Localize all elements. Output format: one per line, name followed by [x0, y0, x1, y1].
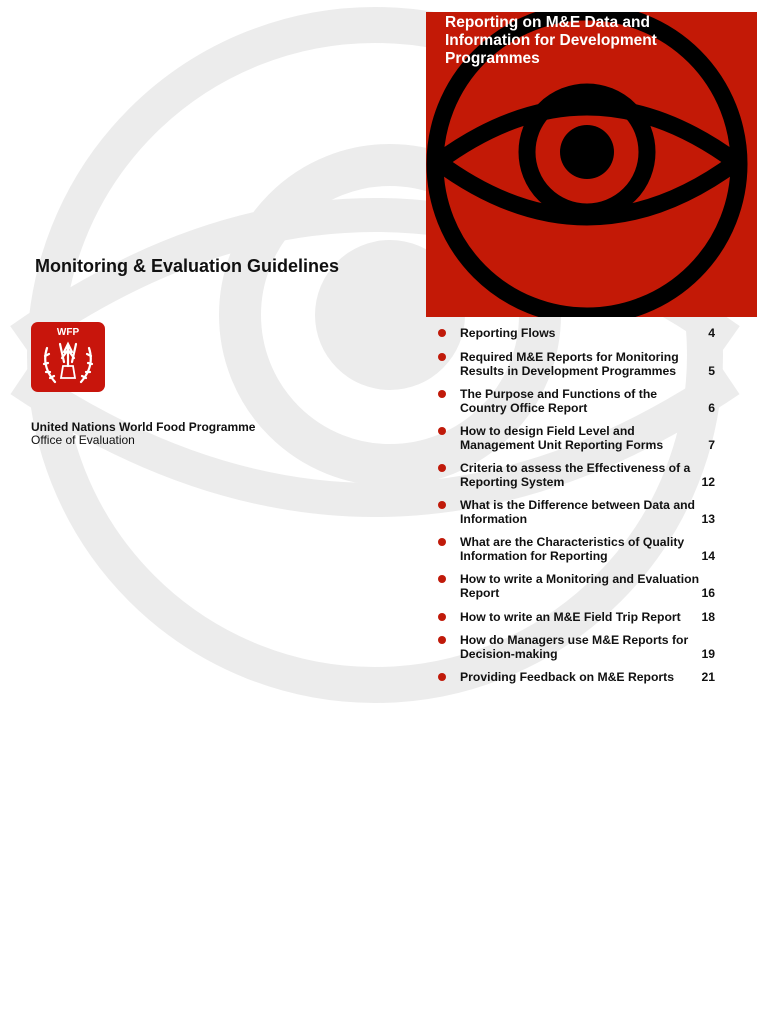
toc-title-line: How do Managers use M&E Reports for: [460, 633, 689, 647]
toc-item-title: [460, 633, 720, 661]
toc-item-title: [460, 572, 720, 600]
toc-page-number: 12: [701, 475, 715, 489]
organization-block: [31, 421, 255, 447]
organization-name: United Nations World Food Programme: [31, 420, 256, 434]
toc-item-title: [460, 610, 720, 624]
toc-item-title: [460, 326, 720, 340]
cover-title-line: Programmes: [445, 50, 540, 67]
toc-title-line: Report: [460, 586, 500, 600]
bullet-icon: [438, 673, 446, 681]
bullet-icon: [438, 329, 446, 337]
bullet-icon: [438, 636, 446, 644]
toc-title-line: How to write a Monitoring and Evaluation: [460, 572, 700, 586]
toc-page-number: 4: [708, 326, 715, 340]
toc-title-line: Criteria to assess the Effectiveness of a: [460, 461, 691, 475]
logo-text: WFP: [56, 327, 80, 338]
bullet-icon: [438, 464, 446, 472]
toc-title-line: Information: [460, 512, 528, 526]
cover-panel: [426, 12, 757, 317]
wfp-logo: [31, 322, 105, 392]
bullet-icon: [438, 613, 446, 621]
toc-title-line: The Purpose and Functions of the: [460, 387, 658, 401]
toc-page-number: 21: [701, 670, 715, 684]
toc-title-line: Reporting Flows: [460, 326, 556, 340]
toc-title-line: Decision-making: [460, 647, 558, 661]
toc-item-title: [460, 387, 720, 415]
toc-page-number: 18: [701, 610, 715, 624]
toc-item-title: [460, 350, 720, 378]
toc-page-number: 14: [701, 549, 715, 563]
cover-title-line: Reporting on M&E Data and: [445, 14, 650, 31]
toc-title-line: Information for Reporting: [460, 549, 608, 563]
toc-page-number: 5: [708, 364, 715, 378]
toc-page-number: 7: [708, 438, 715, 452]
toc-title-line: What are the Characteristics of Quality: [460, 535, 685, 549]
bullet-icon: [438, 390, 446, 398]
toc-item-title: [460, 461, 720, 489]
bullet-icon: [438, 353, 446, 361]
cover-title: [445, 14, 745, 68]
toc-item-title: [460, 424, 720, 452]
bullet-icon: [438, 538, 446, 546]
cover-title-line: Information for Development: [445, 32, 657, 49]
toc-page-number: 13: [701, 512, 715, 526]
bullet-icon: [438, 501, 446, 509]
toc-title-line: Reporting System: [460, 475, 565, 489]
toc-title-line: Required M&E Reports for Monitoring: [460, 350, 679, 364]
toc-title-line: Management Unit Reporting Forms: [460, 438, 664, 452]
toc-title-line: Providing Feedback on M&E Reports: [460, 670, 674, 684]
bullet-icon: [438, 575, 446, 583]
toc-page-number: 16: [701, 586, 715, 600]
toc-page-number: 6: [708, 401, 715, 415]
toc-page-number: 19: [701, 647, 715, 661]
toc-item-title: [460, 670, 720, 684]
toc-title-line: How to write an M&E Field Trip Report: [460, 610, 681, 624]
toc-item-title: [460, 498, 720, 526]
bullet-icon: [438, 427, 446, 435]
toc-title-line: Country Office Report: [460, 401, 588, 415]
toc-title-line: What is the Difference between Data and: [460, 498, 695, 512]
page-title: Monitoring & Evaluation Guidelines: [35, 256, 340, 276]
organization-office: Office of Evaluation: [31, 433, 135, 447]
toc-title-line: How to design Field Level and: [460, 424, 635, 438]
wfp-emblem-icon: [31, 322, 105, 392]
toc-item-title: [460, 535, 720, 563]
toc-title-line: Results in Development Programmes: [460, 364, 677, 378]
